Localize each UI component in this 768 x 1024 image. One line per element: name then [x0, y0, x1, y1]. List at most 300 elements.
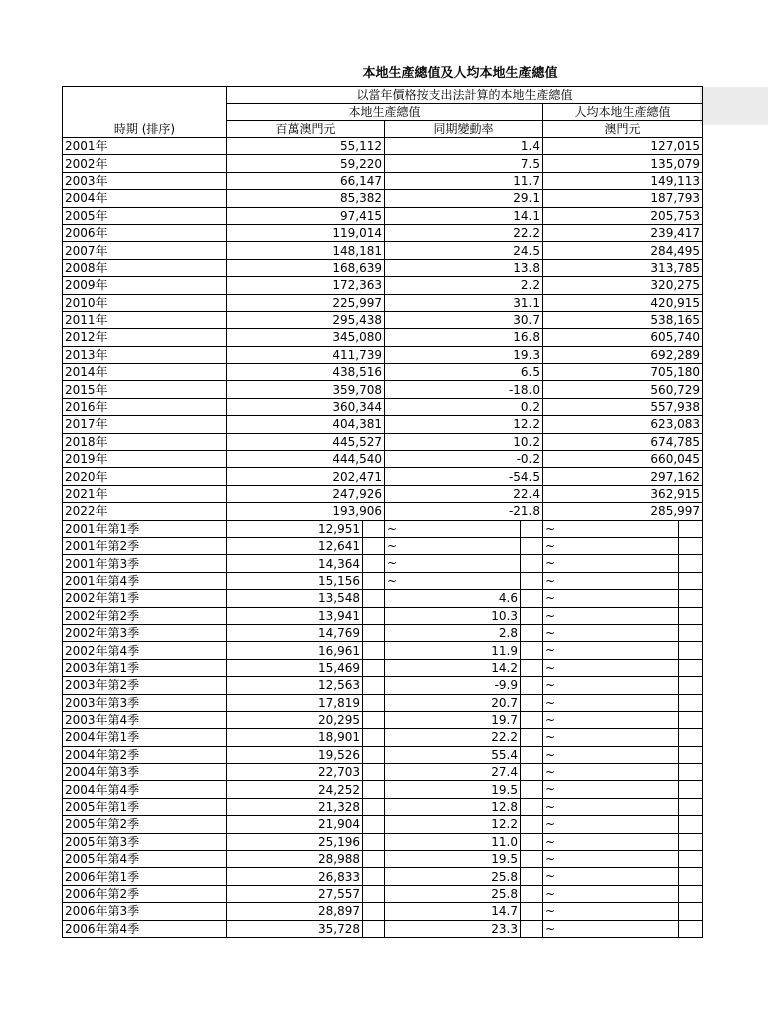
change-cell: 20.7	[385, 694, 521, 711]
per-capita-cell: 692,289	[543, 346, 703, 363]
blank-cell	[521, 781, 543, 798]
blank-cell	[363, 746, 385, 763]
blank-cell	[679, 624, 703, 641]
per-capita-cell: ~	[543, 537, 679, 554]
change-cell: 12.2	[385, 416, 543, 433]
table-row	[63, 537, 703, 554]
change-cell: 1.4	[385, 138, 543, 155]
per-capita-cell: ~	[543, 520, 679, 537]
blank-cell	[363, 781, 385, 798]
change-cell: 4.6	[385, 590, 521, 607]
blank-cell	[521, 677, 543, 694]
per-capita-cell: ~	[543, 764, 679, 781]
table-row	[63, 207, 703, 224]
change-cell: -9.9	[385, 677, 521, 694]
per-capita-cell: 560,729	[543, 381, 703, 398]
gdp-cell: 27,557	[227, 885, 363, 902]
period-cell: 2011年	[63, 311, 227, 328]
period-cell: 2010年	[63, 294, 227, 311]
per-capita-cell: 538,165	[543, 311, 703, 328]
table-row	[63, 433, 703, 450]
blank-cell	[521, 764, 543, 781]
gdp-cell: 21,328	[227, 798, 363, 815]
gdp-cell: 15,156	[227, 572, 363, 589]
per-capita-cell: ~	[543, 781, 679, 798]
blank-cell	[521, 798, 543, 815]
gdp-cell: 12,563	[227, 677, 363, 694]
per-capita-cell: 135,079	[543, 155, 703, 172]
blank-cell	[521, 694, 543, 711]
table-row	[63, 642, 703, 659]
table-row	[63, 190, 703, 207]
gdp-cell: 14,769	[227, 624, 363, 641]
period-cell: 2007年	[63, 242, 227, 259]
gdp-cell: 202,471	[227, 468, 385, 485]
header-shade	[700, 87, 768, 125]
blank-cell	[521, 590, 543, 607]
per-capita-cell: ~	[543, 868, 679, 885]
change-header: 同期變動率	[385, 121, 543, 138]
change-cell: 10.3	[385, 607, 521, 624]
per-capita-cell: 705,180	[543, 364, 703, 381]
gdp-table	[62, 86, 703, 938]
blank-cell	[521, 607, 543, 624]
gdp-cell: 25,196	[227, 833, 363, 850]
period-cell: 2003年第2季	[63, 677, 227, 694]
spreadsheet	[62, 86, 702, 938]
period-cell: 2003年第4季	[63, 711, 227, 728]
blank-cell	[679, 781, 703, 798]
change-cell: -18.0	[385, 381, 543, 398]
per-capita-cell: 420,915	[543, 294, 703, 311]
blank-cell	[521, 868, 543, 885]
table-row	[63, 364, 703, 381]
gdp-unit-header: 百萬澳門元	[227, 121, 385, 138]
period-cell: 2002年第1季	[63, 590, 227, 607]
gdp-cell: 148,181	[227, 242, 385, 259]
gdp-cell: 97,415	[227, 207, 385, 224]
per-capita-cell: 674,785	[543, 433, 703, 450]
gdp-cell: 360,344	[227, 398, 385, 415]
blank-cell	[679, 868, 703, 885]
period-cell: 2001年第4季	[63, 572, 227, 589]
period-cell: 2006年	[63, 224, 227, 241]
table-row	[63, 694, 703, 711]
table-row	[63, 729, 703, 746]
change-cell: 11.7	[385, 172, 543, 189]
gdp-cell: 28,988	[227, 851, 363, 868]
blank-cell	[679, 607, 703, 624]
gdp-cell: 411,739	[227, 346, 385, 363]
blank-cell	[363, 711, 385, 728]
blank-cell	[521, 572, 543, 589]
gdp-cell: 359,708	[227, 381, 385, 398]
per-capita-cell: ~	[543, 816, 679, 833]
change-cell: -21.8	[385, 503, 543, 520]
period-cell: 2022年	[63, 503, 227, 520]
blank-cell	[363, 885, 385, 902]
blank-cell	[679, 798, 703, 815]
table-row	[63, 885, 703, 902]
table-row	[63, 138, 703, 155]
period-cell: 2014年	[63, 364, 227, 381]
change-cell: 13.8	[385, 259, 543, 276]
blank-cell	[363, 920, 385, 937]
gdp-cell: 225,997	[227, 294, 385, 311]
gdp-cell: 16,961	[227, 642, 363, 659]
table-row	[63, 277, 703, 294]
change-cell: 19.3	[385, 346, 543, 363]
per-capita-cell: ~	[543, 885, 679, 902]
blank-cell	[521, 642, 543, 659]
gdp-cell: 12,641	[227, 537, 363, 554]
period-cell: 2005年第3季	[63, 833, 227, 850]
per-capita-cell: ~	[543, 851, 679, 868]
gdp-cell: 55,112	[227, 138, 385, 155]
change-cell: 25.8	[385, 868, 521, 885]
period-cell: 2015年	[63, 381, 227, 398]
change-cell: 22.4	[385, 485, 543, 502]
period-cell: 2006年第2季	[63, 885, 227, 902]
table-row	[63, 903, 703, 920]
table-row	[63, 816, 703, 833]
gdp-cell: 119,014	[227, 224, 385, 241]
per-capita-cell: 320,275	[543, 277, 703, 294]
per-capita-cell: ~	[543, 642, 679, 659]
blank-cell	[679, 920, 703, 937]
blank-cell	[363, 555, 385, 572]
blank-cell	[521, 555, 543, 572]
blank-cell	[521, 659, 543, 676]
per-capita-cell: 285,997	[543, 503, 703, 520]
period-cell: 2012年	[63, 329, 227, 346]
per-capita-cell: 187,793	[543, 190, 703, 207]
table-row	[63, 851, 703, 868]
change-cell: 2.8	[385, 624, 521, 641]
gdp-cell: 22,703	[227, 764, 363, 781]
per-capita-cell: ~	[543, 833, 679, 850]
blank-cell	[363, 659, 385, 676]
per-capita-cell: ~	[543, 659, 679, 676]
blank-cell	[679, 590, 703, 607]
blank-cell	[521, 920, 543, 937]
blank-cell	[521, 816, 543, 833]
per-capita-cell: 362,915	[543, 485, 703, 502]
period-cell: 2018年	[63, 433, 227, 450]
blank-cell	[521, 746, 543, 763]
gdp-cell: 21,904	[227, 816, 363, 833]
blank-cell	[363, 816, 385, 833]
period-cell: 2002年第4季	[63, 642, 227, 659]
blank-cell	[679, 537, 703, 554]
period-cell: 2005年第2季	[63, 816, 227, 833]
gdp-cell: 18,901	[227, 729, 363, 746]
gdp-cell: 345,080	[227, 329, 385, 346]
blank-cell	[679, 746, 703, 763]
gdp-cell: 26,833	[227, 868, 363, 885]
change-cell: 30.7	[385, 311, 543, 328]
per-capita-cell: ~	[543, 729, 679, 746]
per-capita-cell: ~	[543, 694, 679, 711]
gdp-cell: 13,548	[227, 590, 363, 607]
change-cell: 22.2	[385, 729, 521, 746]
blank-cell	[363, 903, 385, 920]
period-cell: 2004年第4季	[63, 781, 227, 798]
blank-cell	[363, 764, 385, 781]
gdp-cell: 404,381	[227, 416, 385, 433]
period-cell: 2002年	[63, 155, 227, 172]
table-row	[63, 920, 703, 937]
gdp-cell: 445,527	[227, 433, 385, 450]
blank-cell	[363, 590, 385, 607]
period-cell: 2006年第4季	[63, 920, 227, 937]
per-capita-cell: 205,753	[543, 207, 703, 224]
blank-cell	[521, 833, 543, 850]
gdp-cell: 168,639	[227, 259, 385, 276]
gdp-cell: 247,926	[227, 485, 385, 502]
blank-cell	[679, 694, 703, 711]
per-capita-cell: ~	[543, 677, 679, 694]
per-capita-cell: 297,162	[543, 468, 703, 485]
table-row	[63, 485, 703, 502]
change-cell: ~	[385, 555, 521, 572]
annual-rows	[63, 138, 703, 521]
change-cell: 0.2	[385, 398, 543, 415]
change-cell: 14.7	[385, 903, 521, 920]
per-capita-cell: ~	[543, 920, 679, 937]
period-cell: 2003年第1季	[63, 659, 227, 676]
blank-cell	[679, 851, 703, 868]
change-cell: ~	[385, 537, 521, 554]
change-cell: 27.4	[385, 764, 521, 781]
change-cell: 19.7	[385, 711, 521, 728]
period-cell: 2006年第1季	[63, 868, 227, 885]
blank-cell	[363, 694, 385, 711]
period-cell: 2013年	[63, 346, 227, 363]
per-capita-cell: 149,113	[543, 172, 703, 189]
period-cell: 2001年第1季	[63, 520, 227, 537]
blank-cell	[363, 537, 385, 554]
change-cell: 14.1	[385, 207, 543, 224]
period-cell: 2004年第2季	[63, 746, 227, 763]
period-cell: 2002年第2季	[63, 607, 227, 624]
change-cell: 16.8	[385, 329, 543, 346]
table-row	[63, 294, 703, 311]
table-row	[63, 172, 703, 189]
table-row	[63, 416, 703, 433]
period-cell: 2005年第1季	[63, 798, 227, 815]
blank-cell	[679, 816, 703, 833]
change-cell: 22.2	[385, 224, 543, 241]
per-capita-cell: ~	[543, 746, 679, 763]
gdp-cell: 12,951	[227, 520, 363, 537]
per-capita-cell: 605,740	[543, 329, 703, 346]
per-capita-group-header: 人均本地生產總值	[543, 104, 703, 121]
period-cell: 2001年	[63, 138, 227, 155]
change-cell: 29.1	[385, 190, 543, 207]
table-row	[63, 329, 703, 346]
per-capita-cell: 557,938	[543, 398, 703, 415]
blank-cell	[521, 624, 543, 641]
period-cell: 2004年第3季	[63, 764, 227, 781]
gdp-cell: 14,364	[227, 555, 363, 572]
table-row	[63, 590, 703, 607]
per-capita-cell: ~	[543, 572, 679, 589]
blank-cell	[679, 677, 703, 694]
table-row	[63, 746, 703, 763]
change-cell: 11.0	[385, 833, 521, 850]
blank-cell	[363, 642, 385, 659]
blank-cell	[363, 520, 385, 537]
table-header	[63, 87, 703, 138]
change-cell: 19.5	[385, 781, 521, 798]
gdp-cell: 17,819	[227, 694, 363, 711]
change-cell: ~	[385, 572, 521, 589]
blank-cell	[363, 624, 385, 641]
gdp-cell: 28,897	[227, 903, 363, 920]
blank-cell	[521, 537, 543, 554]
change-cell: 31.1	[385, 294, 543, 311]
change-cell: -54.5	[385, 468, 543, 485]
table-row	[63, 346, 703, 363]
gdp-cell: 13,941	[227, 607, 363, 624]
blank-cell	[679, 555, 703, 572]
blank-cell	[363, 677, 385, 694]
top-group-header: 以當年價格按支出法計算的本地生產總值	[227, 87, 703, 104]
gdp-cell: 24,252	[227, 781, 363, 798]
table-row	[63, 503, 703, 520]
blank-cell	[521, 729, 543, 746]
per-capita-cell: ~	[543, 624, 679, 641]
quarterly-rows	[63, 520, 703, 937]
change-cell: 7.5	[385, 155, 543, 172]
period-cell: 2017年	[63, 416, 227, 433]
table-row	[63, 781, 703, 798]
blank-cell	[363, 868, 385, 885]
period-cell: 2005年	[63, 207, 227, 224]
gdp-cell: 85,382	[227, 190, 385, 207]
change-cell: 19.5	[385, 851, 521, 868]
blank-cell	[679, 764, 703, 781]
per-capita-cell: ~	[543, 798, 679, 815]
change-cell: 24.5	[385, 242, 543, 259]
change-cell: 55.4	[385, 746, 521, 763]
change-cell: 12.8	[385, 798, 521, 815]
table-row	[63, 607, 703, 624]
blank-cell	[679, 903, 703, 920]
period-cell: 2004年	[63, 190, 227, 207]
period-cell: 2002年第3季	[63, 624, 227, 641]
blank-cell	[679, 520, 703, 537]
period-cell: 2004年第1季	[63, 729, 227, 746]
period-cell: 2021年	[63, 485, 227, 502]
blank-cell	[679, 833, 703, 850]
per-capita-cell: 313,785	[543, 259, 703, 276]
change-cell: 25.8	[385, 885, 521, 902]
per-capita-unit-header: 澳門元	[543, 121, 703, 138]
blank-cell	[363, 572, 385, 589]
gdp-cell: 66,147	[227, 172, 385, 189]
gdp-cell: 19,526	[227, 746, 363, 763]
table-row	[63, 381, 703, 398]
table-row	[63, 451, 703, 468]
table-row	[63, 677, 703, 694]
table-row	[63, 833, 703, 850]
per-capita-cell: 239,417	[543, 224, 703, 241]
table-row	[63, 468, 703, 485]
per-capita-cell: ~	[543, 555, 679, 572]
gdp-cell: 172,363	[227, 277, 385, 294]
blank-cell	[679, 711, 703, 728]
period-cell: 2020年	[63, 468, 227, 485]
blank-cell	[363, 798, 385, 815]
change-cell: -0.2	[385, 451, 543, 468]
blank-cell	[679, 642, 703, 659]
per-capita-cell: 284,495	[543, 242, 703, 259]
per-capita-cell: 660,045	[543, 451, 703, 468]
blank-cell	[363, 607, 385, 624]
page-title: 本地生產總值及人均本地生產總值	[362, 66, 558, 81]
table-row	[63, 624, 703, 641]
change-cell: 12.2	[385, 816, 521, 833]
blank-cell	[679, 659, 703, 676]
change-cell: 23.3	[385, 920, 521, 937]
gdp-cell: 35,728	[227, 920, 363, 937]
per-capita-cell: ~	[543, 903, 679, 920]
table-row	[63, 572, 703, 589]
table-row	[63, 224, 703, 241]
period-cell: 2019年	[63, 451, 227, 468]
gdp-cell: 444,540	[227, 451, 385, 468]
period-cell: 2006年第3季	[63, 903, 227, 920]
table-row	[63, 520, 703, 537]
gdp-cell: 15,469	[227, 659, 363, 676]
blank-cell	[521, 520, 543, 537]
table-row	[63, 659, 703, 676]
change-cell: 11.9	[385, 642, 521, 659]
blank-cell	[521, 903, 543, 920]
per-capita-cell: 623,083	[543, 416, 703, 433]
change-cell: 2.2	[385, 277, 543, 294]
period-cell: 2001年第3季	[63, 555, 227, 572]
gdp-cell: 20,295	[227, 711, 363, 728]
blank-cell	[363, 833, 385, 850]
period-cell: 2005年第4季	[63, 851, 227, 868]
blank-cell	[679, 885, 703, 902]
change-cell: 6.5	[385, 364, 543, 381]
per-capita-cell: ~	[543, 590, 679, 607]
change-cell: 10.2	[385, 433, 543, 450]
period-cell: 2003年第3季	[63, 694, 227, 711]
table-row	[63, 259, 703, 276]
gdp-cell: 193,906	[227, 503, 385, 520]
gdp-cell: 438,516	[227, 364, 385, 381]
gdp-group-header: 本地生產總值	[227, 104, 543, 121]
blank-cell	[363, 729, 385, 746]
table-row	[63, 155, 703, 172]
per-capita-cell: ~	[543, 607, 679, 624]
gdp-cell: 59,220	[227, 155, 385, 172]
period-header: 時期 (排序)	[63, 87, 227, 138]
table-row	[63, 868, 703, 885]
table-row	[63, 764, 703, 781]
blank-cell	[521, 885, 543, 902]
table-row	[63, 398, 703, 415]
change-cell: 14.2	[385, 659, 521, 676]
blank-cell	[679, 572, 703, 589]
table-row	[63, 798, 703, 815]
period-cell: 2003年	[63, 172, 227, 189]
